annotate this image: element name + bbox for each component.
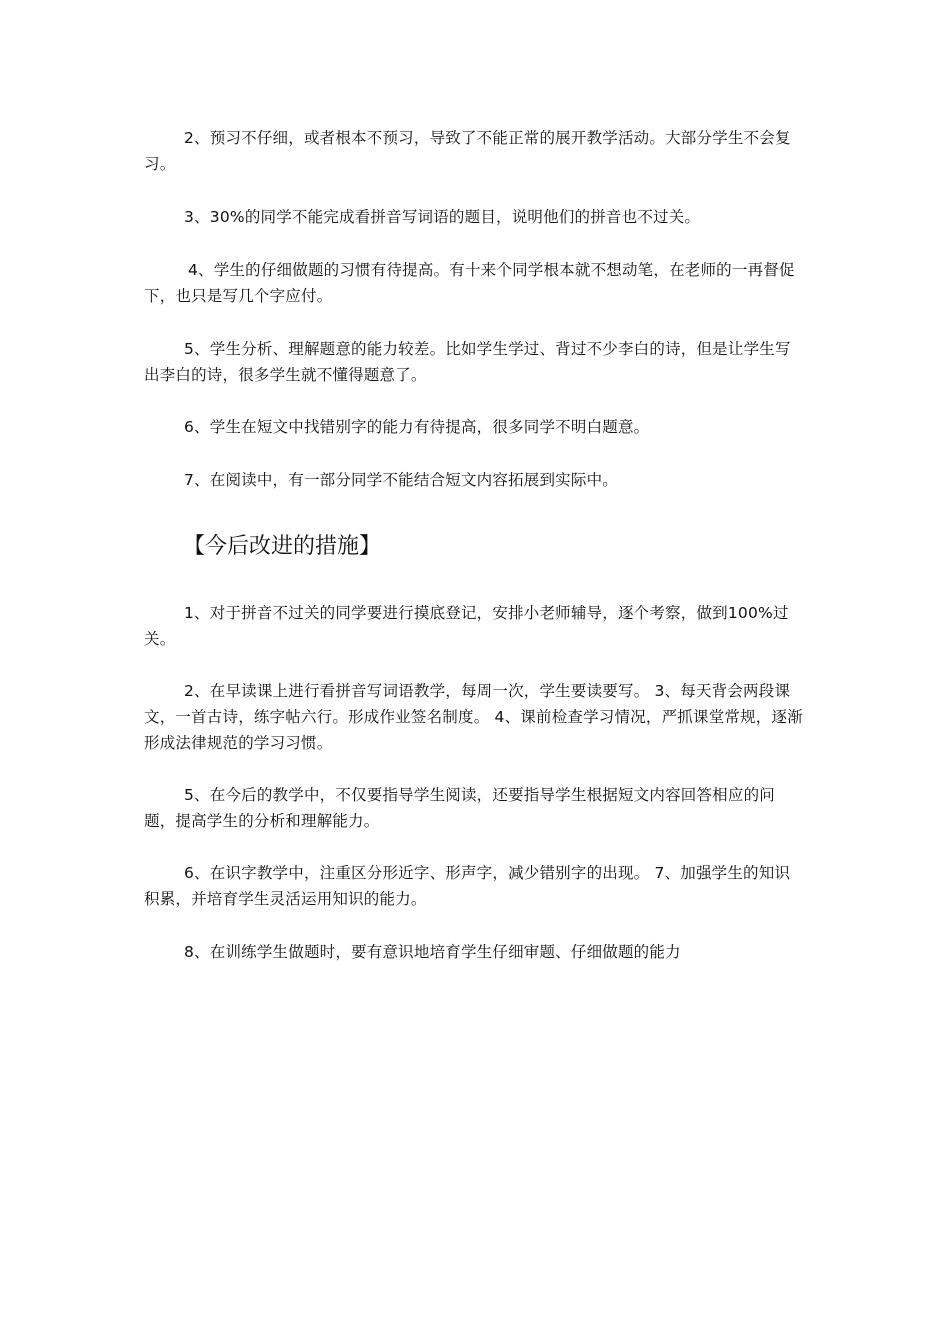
problem-paragraph: 5、学生分析、理解题意的能力较差。比如学生学过、背过不少李白的诗，但是让学生写出李白的诗，很多学生就不懂得题意了。 <box>144 340 791 384</box>
problem-paragraph: 2、预习不仔细，或者根本不预习，导致了不能正常的展开教学活动。大部分学生不会复习。 <box>144 129 791 173</box>
problem-paragraph: 7、在阅读中，有一部分同学不能结合短文内容拓展到实际中。 <box>184 471 618 489</box>
problem-paragraph: 6、学生在短文中找错别字的能力有待提高，很多同学不明白题意。 <box>184 418 650 436</box>
problem-paragraph: 4、学生的仔细做题的习惯有待提高。有十来个同学根本就不想动笔，在老师的一再督促下，也只是写几个字应付。 <box>144 261 795 305</box>
section-heading: 【今后改进的措施】 <box>183 534 382 559</box>
measure-paragraph: 6、在识字教学中，注重区分形近字、形声字，减少错别字的出现。 7、加强学生的知识积累，并培育学生灵活运用知识的能力。 <box>144 864 791 908</box>
measure-paragraph: 5、在今后的教学中，不仅要指导学生阅读，还要指导学生根据短文内容回答相应的问题，提高学生的分析和理解能力。 <box>144 786 775 830</box>
problem-paragraph: 3、30%的同学不能完成看拼音写词语的题目，说明他们的拼音也不过关。 <box>184 208 701 226</box>
measure-paragraph: 8、在训练学生做题时，要有意识地培育学生仔细审题、仔细做题的能力 <box>184 943 681 961</box>
measure-paragraph: 2、在早读课上进行看拼音写词语教学，每周一次，学生要读要写。 3、每天背会两段课文，一首古诗，练字帖六行。形成作业签名制度。 4、课前检查学习情况，严抓课堂常规，逐渐形成法律规范的学习习惯。 <box>144 682 803 752</box>
measure-paragraph: 1、对于拼音不过关的同学要进行摸底登记，安排小老师辅导，逐个考察，做到100%过关。 <box>144 604 789 648</box>
